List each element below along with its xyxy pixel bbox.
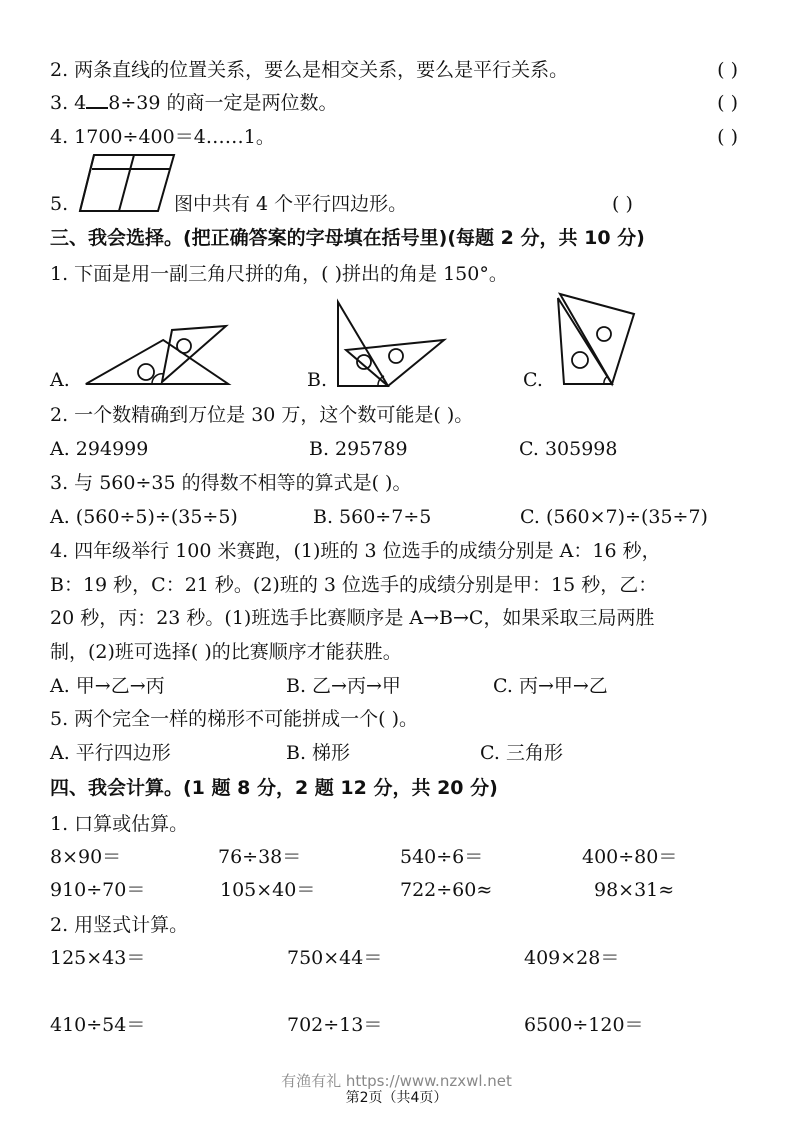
triangle-ruler-figure-b <box>336 300 448 388</box>
judge-q3-part1: 3. 4 <box>50 92 87 114</box>
choice-q1-opt-b: B. <box>307 369 328 391</box>
oral-calc-item: 105×40＝ <box>220 879 316 901</box>
vertical-calc-item: 702÷13＝ <box>287 1014 383 1036</box>
choice-q4-line3: 20 秒，丙：23 秒。(1)班选手比赛顺序是 A→B→C，如果采取三局两胜 <box>50 607 655 629</box>
choice-q5-opt-a: A. 平行四边形 <box>50 742 171 764</box>
choice-q5-opt-c: C. 三角形 <box>480 742 563 764</box>
choice-q2-opt-a: A. 294999 <box>50 438 149 460</box>
choice-q1: 1. 下面是用一副三角尺拼的角，( )拼出的角是 150°。 <box>50 263 508 285</box>
section3-title: 三、我会选择。(把正确答案的字母填在括号里)(每题 2 分，共 10 分) <box>50 227 645 249</box>
parallelogram-figure <box>78 153 178 215</box>
judge-q2: 2. 两条直线的位置关系，要么是相交关系，要么是平行关系。 <box>50 59 569 81</box>
oral-calc-item: 400÷80＝ <box>582 846 678 868</box>
triangle-ruler-figure-c <box>556 292 638 388</box>
choice-q3: 3. 与 560÷35 的得数不相等的算式是( )。 <box>50 472 412 494</box>
judge-q5-number: 5. <box>50 193 69 215</box>
answer-paren-q5[interactable]: ( ) <box>612 193 633 215</box>
vertical-calc-item: 409×28＝ <box>524 947 620 969</box>
oral-calc-item: 76÷38＝ <box>218 846 302 868</box>
choice-q4-line2: B：19 秒，C：21 秒。(2)班的 3 位选手的成绩分别是甲：15 秒，乙： <box>50 574 658 596</box>
vertical-calc-item: 125×43＝ <box>50 947 146 969</box>
answer-paren-q2[interactable]: ( ) <box>717 59 738 81</box>
oral-calc-item: 910÷70＝ <box>50 879 146 901</box>
choice-q4-opt-a: A. 甲→乙→丙 <box>50 675 165 697</box>
judge-q5-text: 图中共有 4 个平行四边形。 <box>174 193 408 215</box>
triangle-ruler-figure-a <box>84 322 230 386</box>
watermark: 有渔有礼 https://www.nzxwl.net <box>281 1072 512 1090</box>
oral-calc-item: 722÷60≈ <box>400 879 493 901</box>
choice-q3-opt-c: C. (560×7)÷(35÷7) <box>520 506 708 528</box>
oral-calc-item: 98×31≈ <box>594 879 675 901</box>
oral-calc-item: 8×90＝ <box>50 846 122 868</box>
answer-paren-q3[interactable]: ( ) <box>717 92 738 114</box>
choice-q1-opt-c: C. <box>523 369 543 391</box>
choice-q2-opt-b: B. 295789 <box>309 438 408 460</box>
choice-q3-opt-a: A. (560÷5)÷(35÷5) <box>50 506 238 528</box>
judge-q4: 4. 1700÷400＝4……1。 <box>50 126 275 148</box>
choice-q4-line4: 制，(2)班可选择( )的比赛顺序才能获胜。 <box>50 641 402 663</box>
answer-paren-q4[interactable]: ( ) <box>717 126 738 148</box>
choice-q5: 5. 两个完全一样的梯形不可能拼成一个( )。 <box>50 708 419 730</box>
judge-q3-part2: 8÷39 的商一定是两位数。 <box>108 92 338 114</box>
judge-q3 <box>50 91 338 115</box>
choice-q3-opt-b: B. 560÷7÷5 <box>313 506 432 528</box>
calc-part1-label: 1. 口算或估算。 <box>50 813 189 835</box>
oral-calc-item: 540÷6＝ <box>400 846 484 868</box>
section4-title: 四、我会计算。(1 题 8 分，2 题 12 分，共 20 分) <box>50 777 498 799</box>
digit-blank[interactable] <box>86 91 108 109</box>
calc-part2-label: 2. 用竖式计算。 <box>50 914 189 936</box>
vertical-calc-item: 410÷54＝ <box>50 1014 146 1036</box>
choice-q4-opt-c: C. 丙→甲→乙 <box>493 675 608 697</box>
vertical-calc-item: 750×44＝ <box>287 947 383 969</box>
choice-q2-opt-c: C. 305998 <box>519 438 618 460</box>
page-number: 第2页（共4页） <box>345 1090 448 1106</box>
vertical-calc-item: 6500÷120＝ <box>524 1014 644 1036</box>
choice-q2: 2. 一个数精确到万位是 30 万，这个数可能是( )。 <box>50 404 474 426</box>
choice-q1-opt-a: A. <box>50 369 70 391</box>
choice-q4-line1: 4. 四年级举行 100 米赛跑，(1)班的 3 位选手的成绩分别是 A：16 秒， <box>50 540 661 562</box>
choice-q4-opt-b: B. 乙→丙→甲 <box>286 675 401 697</box>
choice-q5-opt-b: B. 梯形 <box>286 742 351 764</box>
